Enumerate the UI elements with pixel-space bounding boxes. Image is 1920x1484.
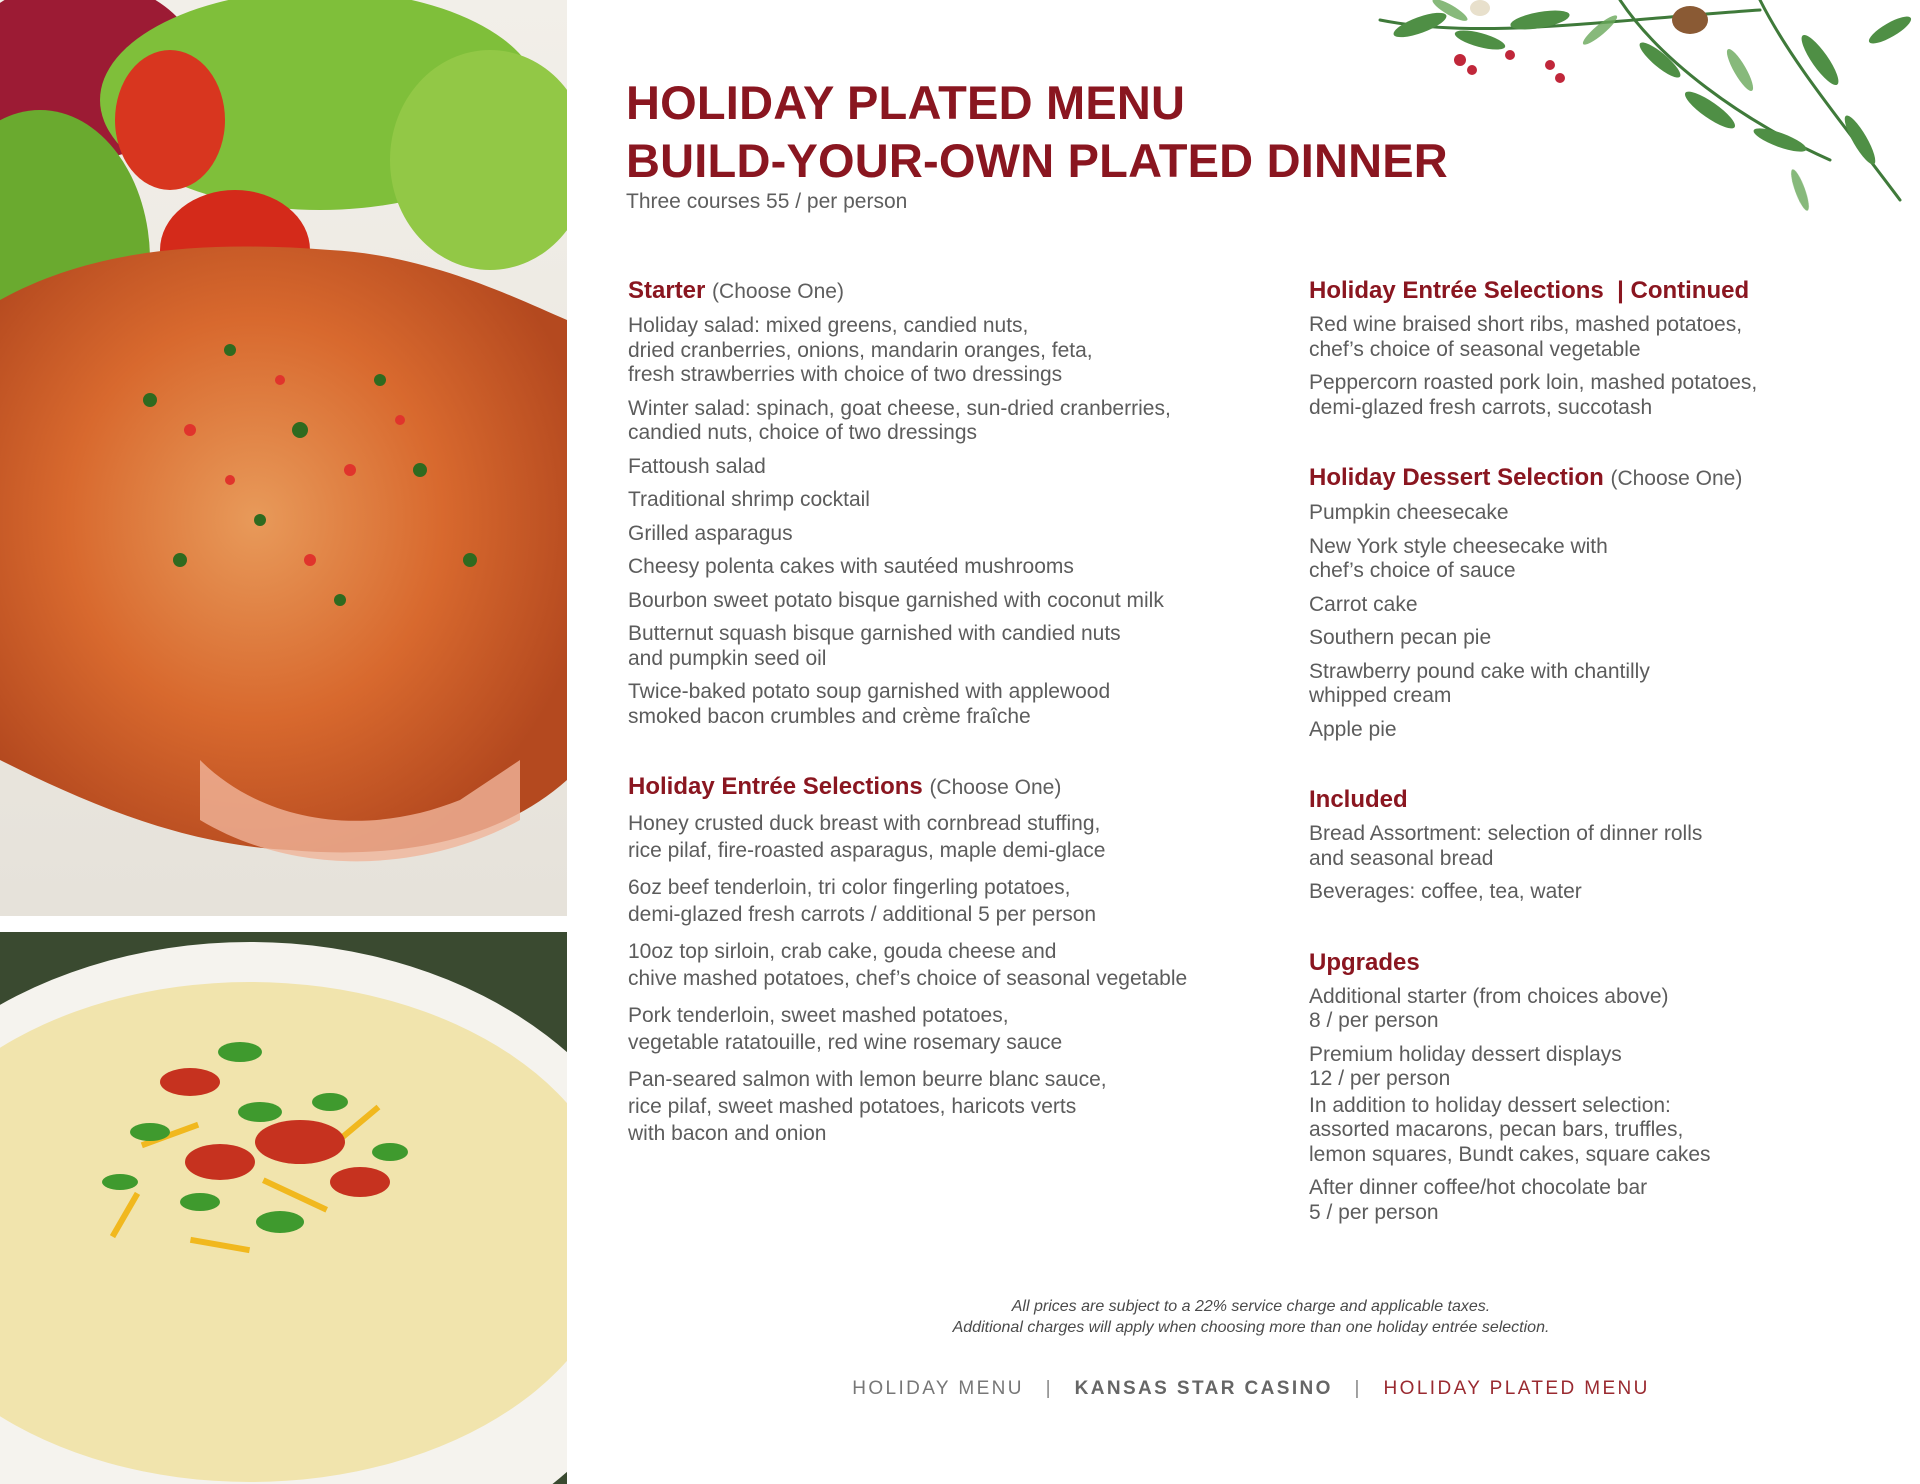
pricing-footnote bbox=[626, 1296, 1876, 1338]
list-item: Pumpkin cheesecake bbox=[1309, 501, 1509, 524]
list-item: After dinner coffee/hot chocolate bar 5 / per person bbox=[1309, 1176, 1648, 1224]
footer-page-name: HOLIDAY PLATED MENU bbox=[1383, 1378, 1650, 1399]
footer-separator: | bbox=[1045, 1378, 1053, 1399]
list-item: Premium holiday dessert displays 12 / per person bbox=[1309, 1042, 1622, 1090]
dessert-heading-text: Holiday Dessert Selection bbox=[1309, 464, 1604, 491]
title-line-1: HOLIDAY PLATED MENU bbox=[626, 76, 1186, 129]
dessert-section bbox=[1309, 462, 1869, 742]
upgrades-section bbox=[1309, 947, 1869, 1226]
list-item: Butternut squash bisque garnished with candied nuts and pumpkin seed oil bbox=[628, 622, 1121, 670]
list-item: Beverages: coffee, tea, water bbox=[1309, 880, 1582, 903]
list-item: Carrot cake bbox=[1309, 592, 1418, 616]
potato-soup-photo bbox=[0, 932, 567, 1484]
footer-venue-name: KANSAS STAR CASINO bbox=[1074, 1378, 1333, 1399]
list-item: Southern pecan pie bbox=[1309, 626, 1492, 649]
footer-holiday-menu: HOLIDAY MENU bbox=[852, 1378, 1024, 1399]
list-item: Fattoush salad bbox=[628, 454, 766, 478]
list-item: Red wine braised short ribs, mashed potatoes, chef’s choice of seasonal vegetable bbox=[1309, 313, 1743, 361]
upgrades-heading: Upgrades bbox=[1309, 948, 1420, 976]
list-item: Twice-baked potato soup garnished with applewood smoked bacon crumbles and crème fraîche bbox=[628, 680, 1111, 728]
included-section bbox=[1309, 784, 1869, 905]
list-item: Honey crusted duck breast with cornbread stuffing, rice pilaf, fire-roasted asparagus, maple demi-glace bbox=[628, 812, 1106, 862]
dessert-note: (Choose One) bbox=[1610, 467, 1743, 490]
left-column bbox=[628, 275, 1268, 1189]
page-footer bbox=[626, 1378, 1876, 1400]
list-item: Pork tenderloin, sweet mashed potatoes, vegetable ratatouille, red wine rosemary sauce bbox=[628, 1004, 1063, 1054]
list-item: Additional starter (from choices above) 8 / per person bbox=[1309, 984, 1669, 1032]
list-item: Winter salad: spinach, goat cheese, sun-dried cranberries, candied nuts, choice of two dressings bbox=[628, 396, 1171, 444]
footer-separator: | bbox=[1354, 1378, 1362, 1399]
list-item: Apple pie bbox=[1309, 717, 1397, 741]
starter-section bbox=[628, 275, 1268, 729]
list-item: New York style cheesecake with chef’s choice of sauce bbox=[1309, 534, 1608, 582]
entree-section bbox=[628, 771, 1268, 1147]
list-item: Bread Assortment: selection of dinner rolls and seasonal bread bbox=[1309, 822, 1703, 870]
list-item: Bourbon sweet potato bisque garnished with coconut milk bbox=[628, 588, 1164, 612]
dessert-heading bbox=[1309, 462, 1869, 495]
list-item: Holiday salad: mixed greens, candied nuts, dried cranberries, onions, mandarin oranges, feta, fresh strawberries with choice of two dressings bbox=[628, 314, 1093, 386]
title-line-2: BUILD-YOUR-OWN PLATED DINNER bbox=[626, 134, 1448, 187]
starter-heading bbox=[628, 275, 1268, 308]
list-item: 10oz top sirloin, crab cake, gouda cheese and chive mashed potatoes, chef’s choice of seasonal vegetable bbox=[628, 940, 1188, 990]
entree-heading bbox=[628, 771, 1268, 804]
list-item: Grilled asparagus bbox=[628, 521, 793, 545]
entree-note: (Choose One) bbox=[929, 776, 1062, 799]
list-item: 6oz beef tenderloin, tri color fingerling potatoes, demi-glazed fresh carrots / additional 5 per person bbox=[628, 876, 1097, 926]
page-title bbox=[626, 74, 1448, 190]
list-item: Pan-seared salmon with lemon beurre blanc sauce, rice pilaf, sweet mashed potatoes, haricots verts with bacon and onion bbox=[628, 1068, 1107, 1145]
list-item: In addition to holiday dessert selection: assorted macarons, pecan bars, truffles, lemon squares, Bundt cakes, square cakes bbox=[1309, 1093, 1711, 1166]
list-item: Peppercorn roasted pork loin, mashed potatoes, demi-glazed fresh carrots, succotash bbox=[1309, 371, 1758, 419]
list-item: Strawberry pound cake with chantilly whipped cream bbox=[1309, 659, 1650, 707]
starter-heading-text: Starter bbox=[628, 277, 706, 304]
salmon-photo bbox=[0, 0, 567, 916]
price-subtitle: Three courses 55 / per person bbox=[626, 190, 908, 213]
footnote-line-1: All prices are subject to a 22% service charge and applicable taxes. bbox=[1011, 1298, 1491, 1315]
list-item: Cheesy polenta cakes with sautéed mushrooms bbox=[628, 555, 1074, 578]
starter-note: (Choose One) bbox=[712, 280, 844, 303]
entree-continued-section bbox=[1309, 275, 1869, 420]
footnote-line-2: Additional charges will apply when choosing more than one holiday entrée selection. bbox=[952, 1319, 1550, 1336]
included-heading: Included bbox=[1309, 786, 1408, 813]
entree-continued-heading: Holiday Entrée Selections | Continued bbox=[1309, 277, 1750, 304]
list-item: Traditional shrimp cocktail bbox=[628, 488, 870, 511]
entree-heading-text: Holiday Entrée Selections bbox=[628, 773, 923, 800]
right-column bbox=[1309, 275, 1869, 1267]
